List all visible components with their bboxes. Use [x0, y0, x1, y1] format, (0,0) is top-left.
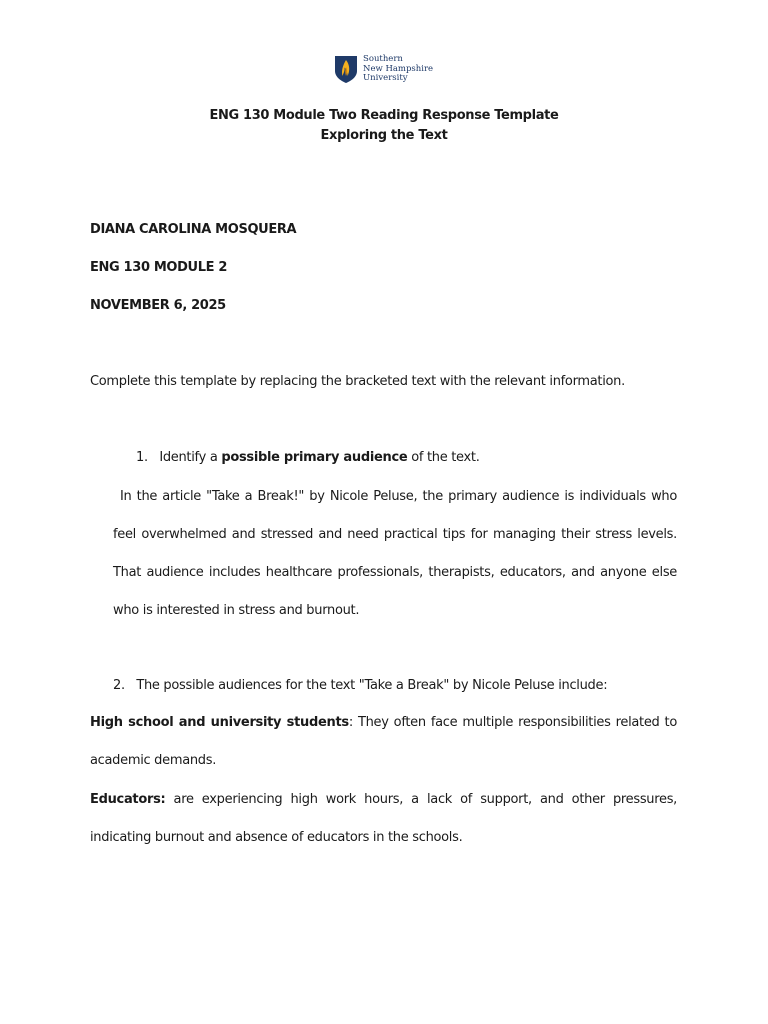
audience-item-educators: [90, 781, 677, 857]
answer-1: In the article "Take a Break!" by Nicole Peluse, the primary audience is individuals who feel overwhelmed and stressed and need practical tips for managing their stress levels. That audience includes healthcare professionals, therapists, educators, and anyone else who is interested in stress and burnout.: [113, 489, 677, 618]
audience-description: are experiencing high work hours, a lack of support, and other pressures, indicating burnout and absence of educators in the schools.: [90, 792, 677, 845]
audience-item-students: [90, 704, 677, 780]
audience-label: High school and university students: [90, 715, 349, 730]
document-subtitle: Exploring the Text: [320, 128, 448, 143]
question-emphasis: possible primary audience: [221, 450, 408, 465]
logo-line: Southern: [363, 54, 403, 65]
question-text: Identify a: [159, 450, 222, 465]
audience-label: Educators:: [90, 792, 166, 807]
logo-line: New Hampshire: [363, 63, 434, 74]
shield-flame-icon: [334, 55, 358, 84]
submission-date: NOVEMBER 6, 2025: [90, 298, 226, 313]
question-number: 2.: [113, 678, 125, 693]
logo-line: University: [363, 73, 408, 84]
question-2: [113, 678, 607, 693]
document-title: ENG 130 Module Two Reading Response Template: [209, 108, 559, 123]
question-text: of the text.: [407, 450, 480, 465]
student-name: DIANA CAROLINA MOSQUERA: [90, 222, 297, 237]
university-logo: [334, 55, 433, 84]
audience-description: : They often face multiple responsibilities related to academic demands.: [90, 715, 677, 768]
instructions-text: Complete this template by replacing the bracketed text with the relevant information.: [90, 374, 625, 389]
question-number: 1.: [136, 450, 148, 465]
question-text: The possible audiences for the text "Take a Break" by Nicole Peluse include:: [136, 678, 608, 693]
question-1: [136, 450, 480, 465]
course-name: ENG 130 MODULE 2: [90, 260, 228, 275]
logo-wordmark: [363, 55, 433, 84]
